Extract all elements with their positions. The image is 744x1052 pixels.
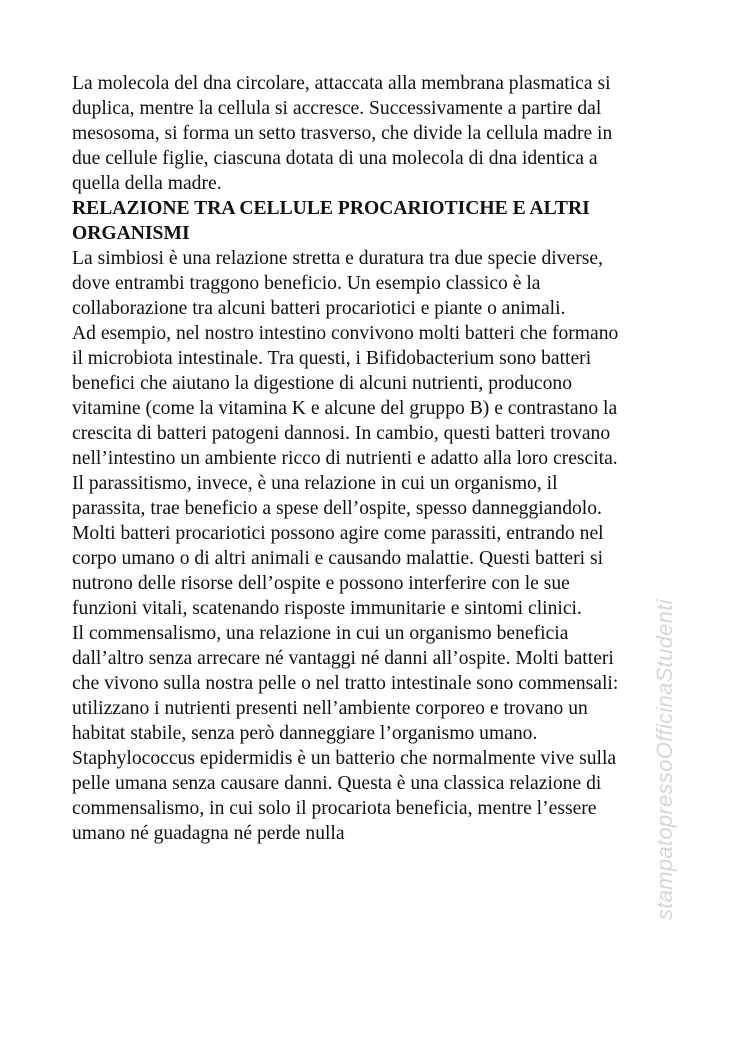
watermark: stampatopressoOfficinaStudenti <box>652 599 677 920</box>
text-line: funzioni vitali, scatenando risposte immunitarie e sintomi clinici. <box>72 598 582 619</box>
text-line: due cellule figlie, ciascuna dotata di una molecola di dna identica a <box>72 148 598 169</box>
text-line: commensalismo, in cui solo il procariota beneficia, mentre l’essere <box>72 798 597 819</box>
text-line: dall’altro senza arrecare né vantaggi né danni all’ospite. Molti batteri <box>72 648 614 669</box>
text-line: Il parassitismo, invece, è una relazione in cui un organismo, il <box>72 473 558 494</box>
text-line: crescita di batteri patogeni dannosi. In cambio, questi batteri trovano <box>72 423 611 444</box>
text-line: dove entrambi traggono beneficio. Un esempio classico è la <box>72 273 541 294</box>
text-line: nell’intestino un ambiente ricco di nutrienti e adatto alla loro crescita. <box>72 448 618 469</box>
text-line: Il commensalismo, una relazione in cui un organismo beneficia <box>72 623 569 644</box>
text-line: collaborazione tra alcuni batteri procariotici e piante o animali. <box>72 298 566 319</box>
text-line: Staphylococcus epidermidis è un batterio che normalmente vive sulla <box>72 748 617 769</box>
text-line: vitamine (come la vitamina K e alcune del gruppo B) e contrastano la <box>72 398 618 419</box>
text-line: La simbiosi è una relazione stretta e duratura tra due specie diverse, <box>72 248 603 269</box>
text-line: mesosoma, si forma un setto trasverso, che divide la cellula madre in <box>72 123 613 144</box>
text-line: umano né guadagna né perde nulla <box>72 823 345 844</box>
text-line: duplica, mentre la cellula si accresce. Successivamente a partire dal <box>72 98 602 119</box>
text-line: utilizzano i nutrienti presenti nell’ambiente corporeo e trovano un <box>72 698 588 719</box>
text-line: La molecola del dna circolare, attaccata alla membrana plasmatica si <box>72 73 611 94</box>
document-body <box>72 71 672 846</box>
text-line: parassita, trae beneficio a spese dell’ospite, spesso danneggiandolo. <box>72 498 602 519</box>
text-line: che vivono sulla nostra pelle o nel tratto intestinale sono commensali: <box>72 673 619 694</box>
text-line: quella della madre. <box>72 173 222 194</box>
text-line: nutrono delle risorse dell’ospite e possono interferire con le sue <box>72 573 570 594</box>
section-heading-line: ORGANISMI <box>72 223 190 244</box>
text-line: benefici che aiutano la digestione di alcuni nutrienti, producono <box>72 373 573 394</box>
text-line: Molti batteri procariotici possono agire come parassiti, entrando nel <box>72 523 604 544</box>
text-line: il microbiota intestinale. Tra questi, i Bifidobacterium sono batteri <box>72 348 592 369</box>
text-line: Ad esempio, nel nostro intestino convivono molti batteri che formano <box>72 323 619 344</box>
text-line: habitat stabile, senza però danneggiare l’organismo umano. <box>72 723 538 744</box>
section-heading-line: RELAZIONE TRA CELLULE PROCARIOTICHE E ALTRI <box>72 198 590 219</box>
text-line: pelle umana senza causare danni. Questa è una classica relazione di <box>72 773 602 794</box>
text-line: corpo umano o di altri animali e causando malattie. Questi batteri si <box>72 548 604 569</box>
